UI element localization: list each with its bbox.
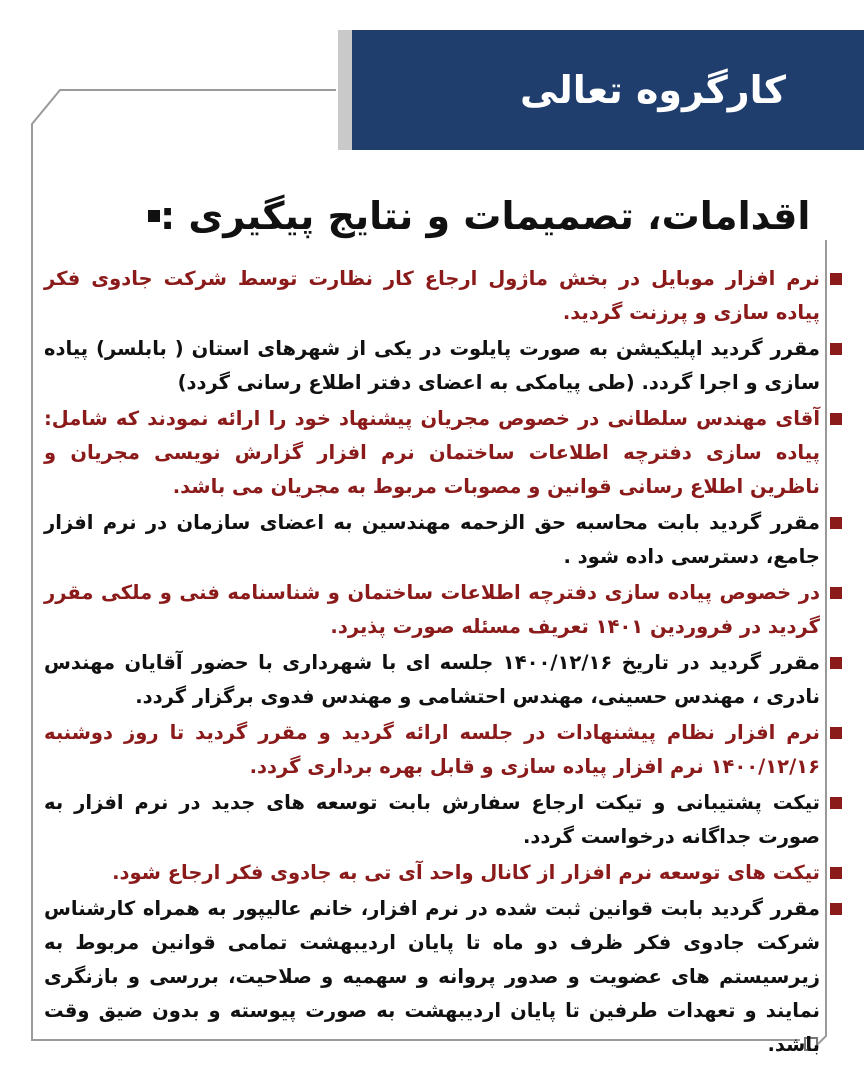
square-bullet-icon (830, 727, 842, 739)
list-item (44, 262, 842, 330)
list-item-text: نرم افزار موبایل در بخش ماژول ارجاع کار نظارت توسط شرکت جادوی فکر پیاده سازی و پرزنت گردید. (44, 267, 820, 324)
list-item-text: آقای مهندس سلطانی در خصوص مجریان پیشنهاد خود را ارائه نمودند که شامل: پیاده سازی دفترچه اطلاعات ساختمان نرم افزار گزارش نویسی مجریان و ناظرین اطلاع رسانی قوانین و مصوبات مربوط به مجریان می باشد. (44, 407, 820, 498)
square-bullet-icon (830, 343, 842, 355)
actions-list (44, 262, 842, 1064)
list-item (44, 892, 842, 1062)
square-bullet-icon (830, 903, 842, 915)
list-item (44, 332, 842, 400)
list-item (44, 716, 842, 784)
list-item (44, 856, 842, 890)
square-bullet-icon (830, 587, 842, 599)
list-item-text: تیکت های توسعه نرم افزار از کانال واحد آی تی به جادوی فکر ارجاع شود. (112, 861, 820, 884)
list-item (44, 786, 842, 854)
square-bullet-icon (830, 657, 842, 669)
list-item (44, 646, 842, 714)
header-title: کارگروه تعالی (520, 68, 786, 112)
list-item-text: مقرر گردید بابت محاسبه حق الزحمه مهندسین به اعضای سازمان در نرم افزار جامع، دسترسی داده شود . (44, 511, 820, 568)
list-item-text: نرم افزار نظام پیشنهادات در جلسه ارائه گردید و مقرر گردید تا روز دوشنبه ۱۴۰۰/۱۲/۱۶ نرم افزار پیاده سازی و قابل بهره برداری گردد. (44, 721, 820, 778)
square-bullet-icon (830, 413, 842, 425)
header-banner (352, 30, 864, 150)
list-item-text: در خصوص پیاده سازی دفترچه اطلاعات ساختمان و شناسنامه فنی و ملکی مقرر گردید در فروردین ۱۴۰۱ تعریف مسئله صورت پذیرد. (44, 581, 820, 638)
list-item-text: تیکت پشتیبانی و تیکت ارجاع سفارش بابت توسعه های جدید در نرم افزار به صورت جداگانه درخواست گردد. (44, 791, 820, 848)
list-item (44, 576, 842, 644)
list-item-text: مقرر گردید در تاریخ ۱۴۰۰/۱۲/۱۶ جلسه ای با شهرداری با حضور آقایان مهندس نادری ، مهندس حسینی، مهندس احتشامی و مهندس فدوی برگزار گردد. (44, 651, 820, 708)
section-title: اقدامات، تصمیمات و نتایج پیگیری : (160, 194, 811, 238)
section-bullet-icon (148, 210, 160, 222)
square-bullet-icon (830, 273, 842, 285)
square-bullet-icon (830, 797, 842, 809)
list-item (44, 506, 842, 574)
list-item-text: مقرر گردید اپلیکیشن به صورت پایلوت در یکی از شهرهای استان ( بابلسر) پیاده سازی و اجرا گردد. (طی پیامکی به اعضای دفتر اطلاع رسانی گردد) (44, 337, 820, 394)
list-item-text: مقرر گردید بابت قوانین ثبت شده در نرم افزار، خانم عالیپور به همراه کارشناس شرکت جادوی فکر ظرف دو ماه تا پایان اردیبهشت تمامی قوانین مربوط به زیرسیستم های عضویت و صدور پروانه و سهمیه و صلاحیت، بررسی و بازنگری نمایند و تعهدات طرفین تا پایان اردیبهشت به صورت پیوسته و بدون ضیق وقت باشد. (44, 897, 820, 1056)
square-bullet-icon (830, 517, 842, 529)
section-heading (136, 194, 836, 238)
square-bullet-icon (830, 867, 842, 879)
list-item (44, 402, 842, 504)
